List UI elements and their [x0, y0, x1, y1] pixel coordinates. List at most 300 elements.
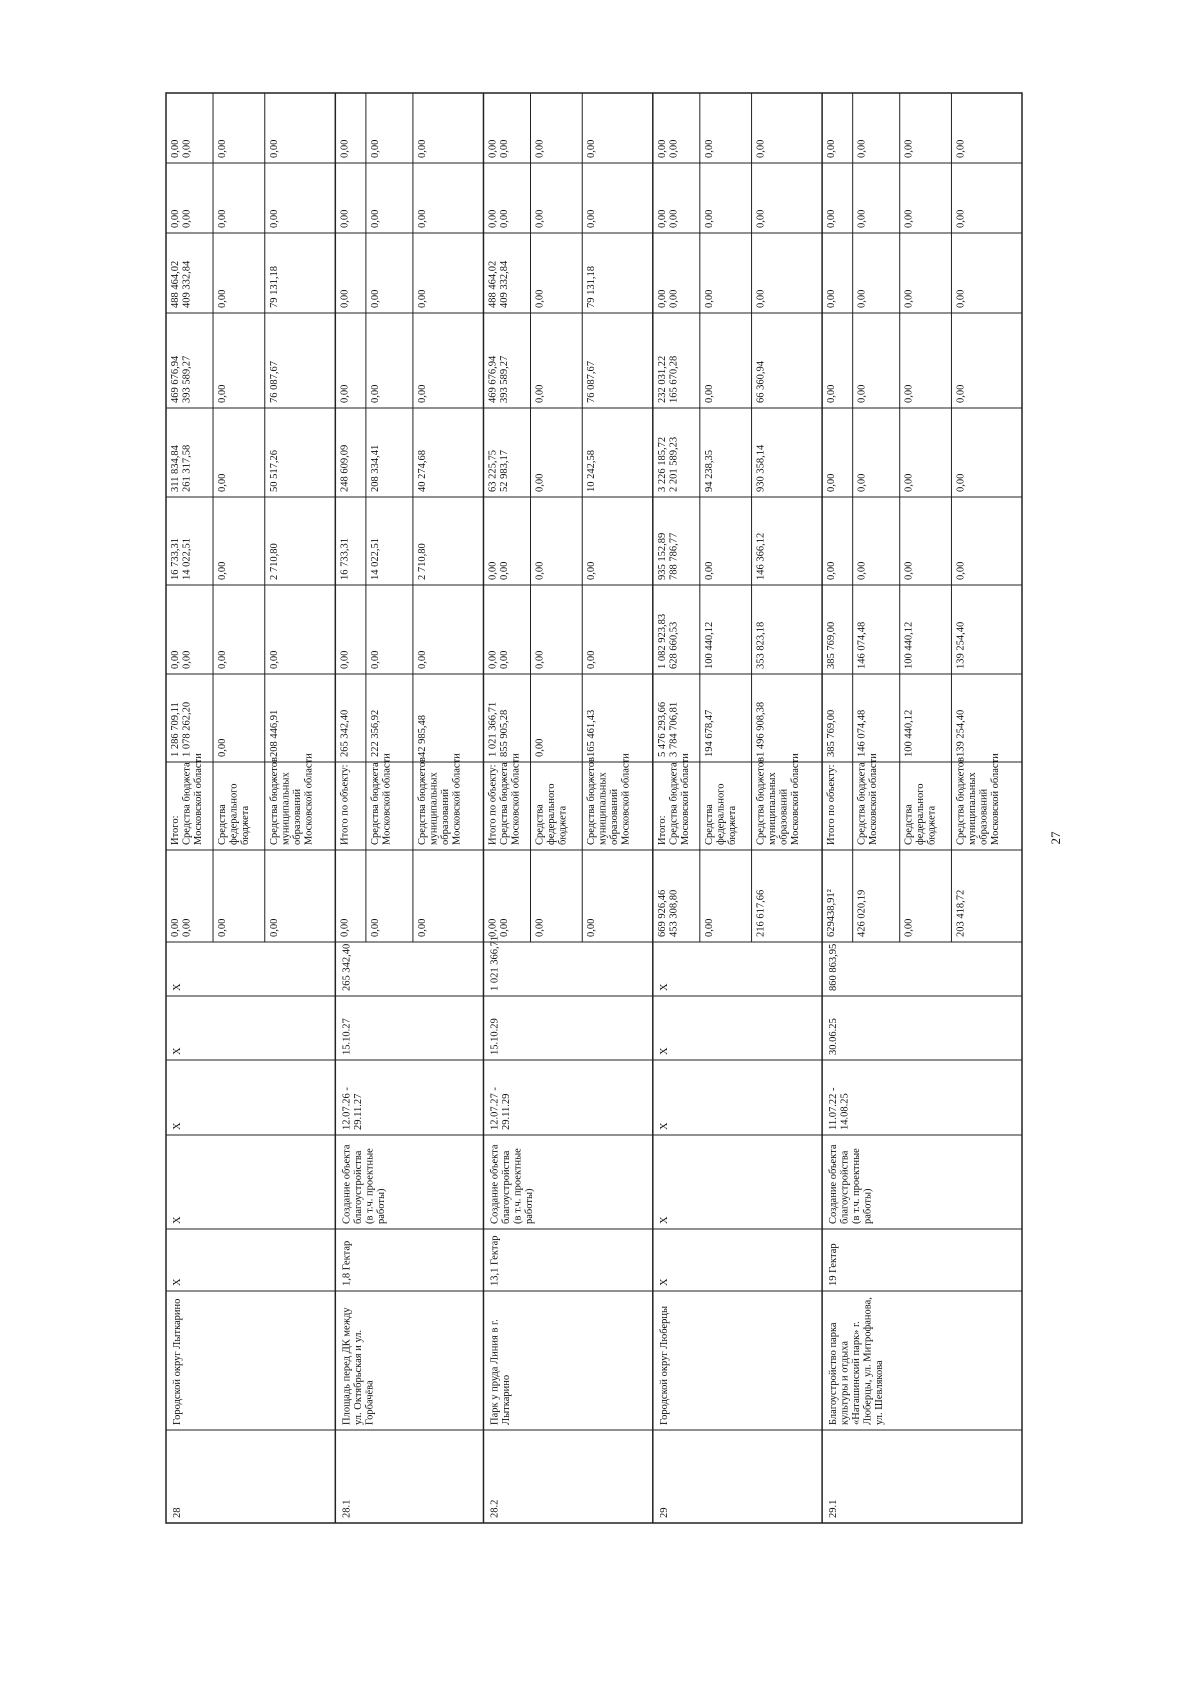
end-date-line: X	[658, 1047, 670, 1055]
amount-value	[704, 562, 715, 580]
row-number-line: 29.1	[828, 1499, 840, 1518]
funding-source-line: Итого:	[656, 815, 668, 845]
financed-value-line: 0,00	[586, 918, 598, 937]
object-area-line: X	[172, 1278, 183, 1286]
funding-source-line: Московской области	[303, 753, 315, 845]
amount-value	[756, 360, 767, 403]
end-date	[489, 1018, 500, 1055]
work-dates-line: 12.07.27 -	[489, 1087, 501, 1130]
amount-value-line: 1 078 262,20	[181, 701, 193, 757]
amount-value-line: 42 985,48	[416, 715, 428, 757]
amount-value	[586, 361, 597, 403]
amount-value-line: 1 021 366,71	[487, 701, 499, 757]
amount-value-line: 2 710,80	[416, 543, 428, 580]
amount-value-line: 0,00	[856, 209, 868, 228]
amount-value-line: 0,00	[826, 473, 838, 492]
object-name-line: Благоустройство парка	[828, 1322, 840, 1425]
funding-source-line: образований	[609, 788, 621, 845]
amount-value-line: 0,00	[755, 289, 767, 308]
amount-value	[217, 474, 228, 492]
amount-value-line: 63 225,75	[487, 450, 499, 492]
end-date-line: 15.10.29	[489, 1018, 501, 1055]
work-type-line: работы)	[862, 1188, 874, 1224]
amount-value-line: 0,00	[703, 139, 715, 158]
amount-value-line: 0,00	[217, 384, 229, 403]
amount-value	[955, 622, 966, 669]
object-cost-line: X	[172, 983, 183, 991]
amount-value-line: 208 446,91	[268, 709, 280, 757]
funding-source-line: образований	[291, 788, 303, 845]
amount-value	[857, 140, 868, 158]
amount-value	[857, 710, 868, 757]
end-date-line: 30.06.25	[828, 1018, 840, 1055]
amount-value	[904, 710, 915, 757]
amount-value	[586, 266, 597, 308]
amount-value	[657, 614, 680, 669]
amount-value	[704, 385, 715, 403]
amount-value	[217, 290, 228, 308]
amount-value-line: 3 226 185,72	[656, 436, 668, 492]
financed-value-line: 0,00	[339, 918, 351, 937]
end-date	[341, 1018, 352, 1055]
funding-source-line: федерального	[228, 783, 240, 845]
amount-value	[704, 140, 715, 158]
amount-value	[417, 543, 428, 580]
amount-value-line: 0,00	[656, 289, 668, 308]
amount-value	[370, 140, 381, 158]
amount-value	[704, 622, 715, 669]
amount-value-line: 94 238,35	[703, 450, 715, 492]
amount-value	[269, 140, 280, 158]
work-dates-line: 14.08.25	[839, 1093, 851, 1130]
funding-source-line: федерального	[915, 783, 927, 845]
work-dates-line: 29.11.27	[352, 1093, 364, 1130]
amount-value-line: 0,00	[534, 650, 546, 669]
amount-value-line: 0,00	[586, 139, 598, 158]
funding-source-line: Московской области	[620, 753, 632, 845]
amount-value-line: 79 131,18	[586, 266, 598, 308]
amount-value-line: 0,00	[170, 650, 181, 669]
amount-value	[955, 290, 966, 308]
amount-value-line: 0,00	[498, 650, 510, 669]
funding-source-line: Средства бюджета	[668, 762, 680, 845]
work-type-line: (в т.ч. проектные	[851, 1148, 863, 1224]
amount-value-line: 0,00	[416, 139, 428, 158]
financed-value	[857, 890, 868, 937]
amount-value	[704, 210, 715, 228]
funding-source-line: Московской области	[679, 753, 691, 845]
page-number: 27	[1048, 831, 1063, 845]
financed-value-line: 0,00	[268, 918, 280, 937]
funding-source-line: Средства бюджета	[856, 762, 868, 845]
amount-value-line: 16 733,31	[170, 538, 181, 580]
amount-value-line: 14 022,51	[181, 538, 193, 580]
amount-value-line: 0,00	[339, 289, 351, 308]
financed-value-line: 0,00	[369, 918, 381, 937]
amount-value	[487, 355, 510, 403]
amount-value	[826, 385, 837, 403]
amount-value	[756, 210, 767, 228]
amount-value-line: 2 201 589,23	[668, 436, 680, 492]
amount-value	[704, 710, 715, 757]
amount-value	[417, 290, 428, 308]
amount-value-line: 0,00	[369, 209, 381, 228]
amount-value-line: 0,00	[586, 209, 598, 228]
amount-value	[339, 710, 350, 757]
funding-source	[826, 764, 837, 845]
amount-value	[339, 538, 350, 580]
amount-value-line: 0,00	[955, 384, 967, 403]
funding-source-line: муниципальных	[767, 772, 779, 845]
amount-value	[586, 450, 597, 492]
financed-value	[339, 919, 350, 937]
amount-value-line: 0,00	[487, 561, 499, 580]
object-name-line: Лыткарино	[500, 1374, 512, 1425]
funding-source-line: Итого по объекту:	[826, 764, 838, 845]
amount-value-line: 0,00	[955, 473, 967, 492]
amount-value	[535, 210, 546, 228]
object-cost-line: 860 863,95	[828, 943, 840, 991]
funding-source-line: Средства бюджетов	[955, 757, 967, 845]
amount-value-line: 265 342,40	[339, 709, 351, 757]
amount-value	[170, 702, 193, 757]
amount-value	[339, 385, 350, 403]
financed-value	[170, 919, 193, 937]
object-name-line: Люберцы, ул. Митрофанова,	[862, 1297, 874, 1425]
amount-value-line: 0,00	[369, 384, 381, 403]
amount-value	[170, 444, 193, 492]
funding-source-line: образований	[439, 788, 451, 845]
amount-value	[657, 533, 680, 580]
amount-value-line: 0,00	[668, 289, 680, 308]
object-cost	[489, 936, 500, 991]
amount-value	[417, 450, 428, 492]
object-name-line: ул. Шевлякова	[874, 1360, 886, 1425]
amount-value-line: 0,00	[369, 650, 381, 669]
amount-value	[170, 355, 193, 403]
funding-source-line: образований	[978, 788, 990, 845]
amount-value-line: 1 082 923,83	[656, 613, 668, 669]
funding-source-line: Московской области	[510, 753, 522, 845]
amount-value	[170, 538, 193, 580]
amount-value-line: 488 464,02	[487, 260, 499, 308]
amount-value-line: 469 676,94	[170, 355, 181, 403]
work-type-line: X	[658, 1216, 670, 1224]
funding-source-line: Средства	[903, 804, 915, 845]
funding-source-line: Средства бюджетов	[268, 757, 280, 845]
amount-value	[417, 651, 428, 669]
amount-value-line: 0,00	[534, 561, 546, 580]
object-area	[341, 1241, 352, 1286]
amount-value-line: 0,00	[903, 384, 915, 403]
amount-value	[170, 260, 193, 308]
amount-value	[339, 140, 350, 158]
amount-value	[657, 290, 680, 308]
amount-value-line: 0,00	[955, 209, 967, 228]
work-dates-line: 29.11.29	[500, 1093, 512, 1130]
amount-value-line: 628 660,53	[668, 621, 680, 669]
amount-value-line: 0,00	[826, 209, 838, 228]
amount-value	[170, 140, 193, 158]
amount-value-line: 100 440,12	[903, 709, 915, 757]
amount-value	[535, 562, 546, 580]
financed-value-line: 0,00	[498, 918, 510, 937]
work-type-line: благоустройства	[352, 1150, 364, 1224]
amount-value-line: 385 769,00	[826, 621, 838, 669]
amount-value	[339, 445, 350, 492]
amount-value-line: 0,00	[339, 139, 351, 158]
amount-value	[269, 710, 280, 757]
financed-value	[535, 919, 546, 937]
financed-value-line: 0,00	[703, 918, 715, 937]
funding-source-line: Средства бюджетов	[416, 757, 428, 845]
amount-value-line: 0,00	[826, 139, 838, 158]
amount-value	[826, 290, 837, 308]
amount-value-line: 0,00	[955, 139, 967, 158]
amount-value	[487, 210, 510, 228]
amount-value-line: 0,00	[586, 650, 598, 669]
amount-value	[535, 474, 546, 492]
amount-value-line: 385 769,00	[826, 709, 838, 757]
amount-value-line: 469 676,94	[487, 355, 499, 403]
amount-value	[904, 140, 915, 158]
amount-value-line: 16 733,31	[339, 538, 351, 580]
amount-value-line: 0,00	[826, 561, 838, 580]
amount-value-line: 0,00	[181, 139, 193, 158]
amount-value	[269, 210, 280, 228]
work-dates-line: X	[658, 1122, 670, 1130]
object-name-line: Площадь перед ДК между	[341, 1307, 353, 1425]
object-name-line: культуры и отдыха	[839, 1341, 851, 1425]
amount-value	[269, 651, 280, 669]
row-number	[172, 1508, 183, 1519]
funding-source-line: Средства	[217, 804, 229, 845]
work-dates-line: 12.07.26 -	[341, 1087, 353, 1130]
amount-value-line: 0,00	[534, 209, 546, 228]
object-area-line: 13,1 Гектар	[489, 1235, 501, 1286]
amount-value	[217, 210, 228, 228]
amount-value	[955, 385, 966, 403]
amount-value	[904, 385, 915, 403]
amount-value	[756, 444, 767, 492]
amount-value	[756, 702, 767, 757]
funding-source-line: Московской области	[193, 753, 204, 845]
financed-value-line: 453 308,80	[668, 889, 680, 937]
amount-value	[756, 140, 767, 158]
amount-value-line: 0,00	[170, 139, 181, 158]
object-name-line: ул. Октябрьская и ул.	[352, 1329, 364, 1425]
amount-value	[904, 210, 915, 228]
amount-value-line: 165 670,28	[668, 355, 680, 403]
amount-value-line: 0,00	[217, 473, 229, 492]
amount-value-line: 0,00	[826, 384, 838, 403]
amount-value-line: 52 983,17	[498, 450, 510, 492]
amount-value	[269, 450, 280, 492]
funding-source	[370, 753, 393, 845]
amount-value	[487, 651, 510, 669]
amount-value-line: 66 360,94	[755, 361, 767, 403]
object-area	[659, 1278, 670, 1286]
row-number	[659, 1508, 670, 1519]
work-type	[172, 1216, 183, 1224]
amount-value-line: 0,00	[903, 139, 915, 158]
row-number-line: 29	[658, 1507, 670, 1518]
amount-value	[857, 562, 868, 580]
amount-value	[170, 210, 193, 228]
amount-value-line: 0,00	[339, 650, 351, 669]
work-type-line: работы)	[523, 1188, 535, 1224]
amount-value	[586, 140, 597, 158]
amount-value-line: 0,00	[339, 384, 351, 403]
object-cost-line: X	[658, 983, 670, 991]
amount-value	[657, 210, 680, 228]
amount-value-line: 0,00	[268, 650, 280, 669]
financed-value	[487, 919, 510, 937]
amount-value	[904, 622, 915, 669]
amount-value-line: 0,00	[703, 384, 715, 403]
amount-value	[269, 266, 280, 308]
amount-value-line: 2 710,80	[268, 543, 280, 580]
row-number-line: 28	[172, 1507, 183, 1518]
work-type-line: благоустройства	[839, 1150, 851, 1224]
amount-value-line: 0,00	[668, 209, 680, 228]
funding-source-line: муниципальных	[428, 772, 440, 845]
amount-value	[955, 562, 966, 580]
amount-value	[657, 437, 680, 492]
financed-value-line: 0,00	[487, 918, 499, 937]
object-area-line: 1,8 Гектар	[341, 1240, 353, 1286]
amount-value-line: 0,00	[826, 289, 838, 308]
amount-value-line: 0,00	[668, 139, 680, 158]
amount-value-line: 0,00	[955, 289, 967, 308]
amount-value	[904, 474, 915, 492]
financed-value	[269, 919, 280, 937]
amount-value	[955, 210, 966, 228]
amount-value	[857, 210, 868, 228]
funding-source-line: федерального	[546, 783, 558, 845]
amount-value-line: 0,00	[217, 650, 229, 669]
end-date	[659, 1047, 670, 1055]
work-dates	[828, 1087, 851, 1130]
object-cost-line: 265 342,40	[341, 943, 353, 991]
amount-value	[370, 445, 381, 492]
amount-value	[586, 710, 597, 757]
amount-value	[535, 140, 546, 158]
amount-value-line: 0,00	[534, 139, 546, 158]
amount-value-line: 0,00	[487, 139, 499, 158]
amount-value-line: 100 440,12	[903, 621, 915, 669]
amount-value	[339, 210, 350, 228]
funding-source-line: муниципальных	[966, 772, 978, 845]
funding-source-line: Московской области	[868, 753, 880, 845]
financed-value	[955, 890, 966, 937]
amount-value-line: 0,00	[487, 209, 499, 228]
amount-value	[269, 361, 280, 403]
object-cost	[828, 944, 839, 991]
amount-value-line: 0,00	[703, 561, 715, 580]
amount-value-line: 14 022,51	[369, 538, 381, 580]
amount-value-line: 10 242,58	[586, 450, 598, 492]
amount-value-line: 409 332,84	[498, 260, 510, 308]
amount-value-line: 232 031,22	[656, 355, 668, 403]
amount-value-line: 76 087,67	[586, 361, 598, 403]
amount-value	[826, 474, 837, 492]
amount-value-line: 194 678,47	[703, 709, 715, 757]
funding-source-line: образований	[778, 788, 790, 845]
amount-value	[217, 651, 228, 669]
financed-value-line: 0,00	[170, 918, 181, 937]
work-dates	[172, 1122, 183, 1130]
amount-value-line: 0,00	[416, 384, 428, 403]
amount-value	[269, 543, 280, 580]
amount-value-line: 0,00	[903, 209, 915, 228]
amount-value	[487, 562, 510, 580]
amount-value	[217, 562, 228, 580]
amount-value	[826, 562, 837, 580]
financed-value-line: 0,00	[534, 918, 546, 937]
amount-value-line: 0,00	[416, 650, 428, 669]
amount-value-line: 0,00	[955, 561, 967, 580]
amount-value	[370, 538, 381, 580]
amount-value-line: 50 517,26	[268, 450, 280, 492]
amount-value-line: 0,00	[703, 209, 715, 228]
amount-value-line: 0,00	[416, 209, 428, 228]
financed-value	[756, 890, 767, 937]
object-area	[172, 1278, 183, 1286]
amount-value-line: 0,00	[534, 289, 546, 308]
amount-value	[417, 210, 428, 228]
amount-value	[955, 140, 966, 158]
financed-value	[370, 919, 381, 937]
object-area	[828, 1243, 839, 1286]
amount-value-line: 0,00	[217, 139, 229, 158]
amount-value-line: 855 905,28	[498, 709, 510, 757]
amount-value-line: 79 131,18	[268, 266, 280, 308]
amount-value-line: 0,00	[755, 209, 767, 228]
financed-value-line: 629438,91²	[826, 889, 838, 937]
amount-value	[417, 385, 428, 403]
row-number-line: 28.1	[341, 1499, 353, 1518]
work-dates-line: X	[172, 1122, 183, 1130]
amount-value	[857, 385, 868, 403]
amount-value-line: 311 834,84	[170, 445, 181, 492]
amount-value	[535, 290, 546, 308]
object-name-line: Горбачёва	[364, 1380, 376, 1425]
amount-value	[217, 140, 228, 158]
amount-value-line: 0,00	[703, 289, 715, 308]
amount-value-line: 788 786,77	[668, 532, 680, 580]
amount-value-line: 0,00	[217, 738, 229, 757]
financed-value	[904, 919, 915, 937]
amount-value	[756, 290, 767, 308]
amount-value-line: 393 589,27	[498, 355, 510, 403]
funding-source	[487, 753, 521, 845]
amount-value	[417, 140, 428, 158]
financed-value	[586, 919, 597, 937]
funding-source-line: Средства бюджетов	[755, 757, 767, 845]
amount-value-line: 393 589,27	[181, 355, 193, 403]
amount-value-line: 0,00	[903, 289, 915, 308]
amount-value-line: 930 358,14	[755, 444, 767, 492]
amount-value-line: 0,00	[903, 561, 915, 580]
amount-value-line: 353 823,18	[755, 621, 767, 669]
work-type-line: работы)	[375, 1188, 387, 1224]
object-name	[172, 1299, 183, 1425]
amount-value	[657, 140, 680, 158]
amount-value	[657, 702, 680, 757]
financed-value	[657, 890, 680, 937]
amount-value-line: 0,00	[369, 139, 381, 158]
